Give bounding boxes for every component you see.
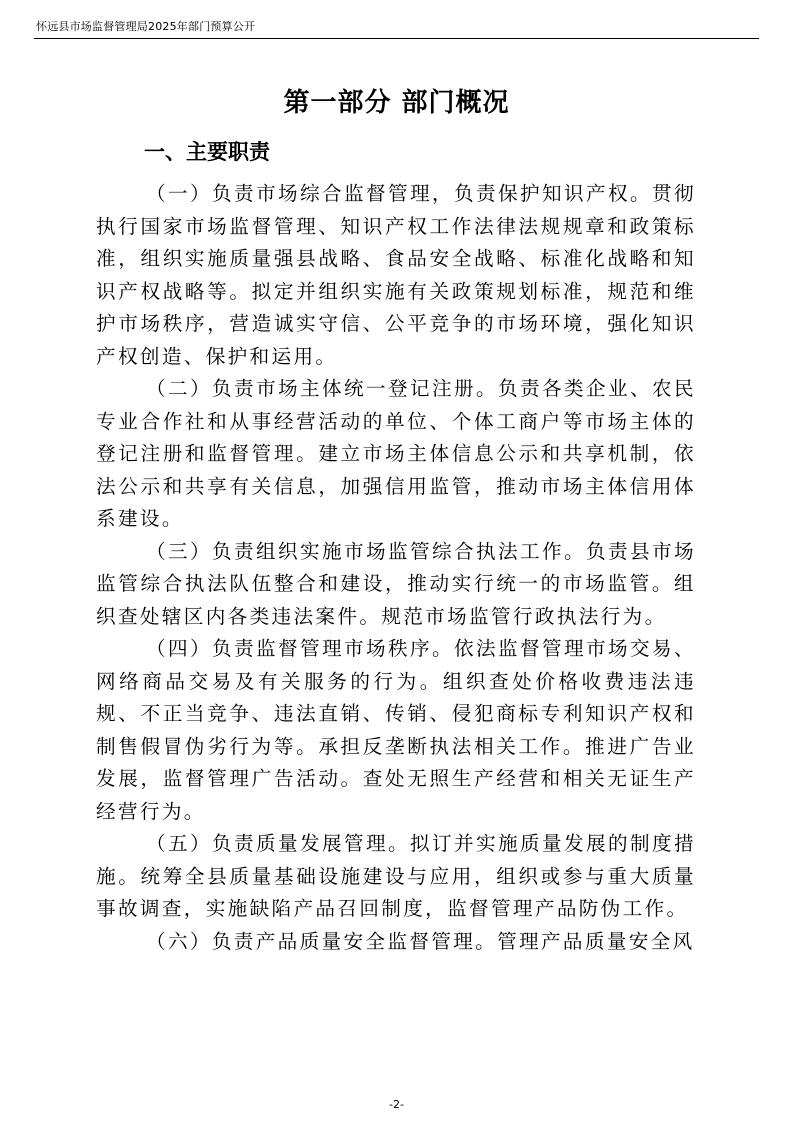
section-heading: 一、主要职责 (144, 140, 270, 164)
page-number: -2- (389, 1098, 404, 1111)
body-text (96, 178, 696, 958)
paragraph-1: （一）负责市场综合监督管理，负责保护知识产权。贯彻执行国家市场监督管理、知识产权工作法律法规规章和政策标准，组织实施质量强县战略、食品安全战略、标准化战略和知识产权战略等。拟定并组织实施有关政策规划标准，规范和维护市场秩序，营造诚实守信、公平竞争的市场环境，强化知识产权创造、保护和运用。 (96, 182, 696, 368)
paragraph-6: （六）负责产品质量安全监督管理。管理产品质量安全风 (146, 929, 695, 953)
paragraph-3: （三）负责组织实施市场监管综合执法工作。负责县市场监管综合执法队伍整合和建设，推动实行统一的市场监管。组织查处辖区内各类违法案件。规范市场监管行政执法行为。 (96, 539, 696, 628)
part-title: 第一部分 部门概况 (283, 88, 510, 118)
header-divider (34, 38, 759, 39)
paragraph-2: （二）负责市场主体统一登记注册。负责各类企业、农民专业合作社和从事经营活动的单位、个体工商户等市场主体的登记注册和监督管理。建立市场主体信息公示和共享机制，依法公示和共享有关信息，加强信用监管，推动市场主体信用体系建设。 (96, 377, 696, 530)
running-header: 怀远县市场监督管理局2025年部门预算公开 (36, 20, 256, 33)
paragraph-5: （五）负责质量发展管理。拟订并实施质量发展的制度措施。统筹全县质量基础设施建设与应用，组织或参与重大质量事故调查，实施缺陷产品召回制度，监督管理产品防伪工作。 (96, 832, 696, 920)
paragraph-4: （四）负责监督管理市场秩序。依法监督管理市场交易、网络商品交易及有关服务的行为。组织查处价格收费违法违规、不正当竞争、违法直销、传销、侵犯商标专利知识产权和制售假冒伪劣行为等。承担反垄断执法相关工作。推进广告业发展，监督管理广告活动。查处无照生产经营和相关无证生产经营行为。 (96, 637, 696, 823)
